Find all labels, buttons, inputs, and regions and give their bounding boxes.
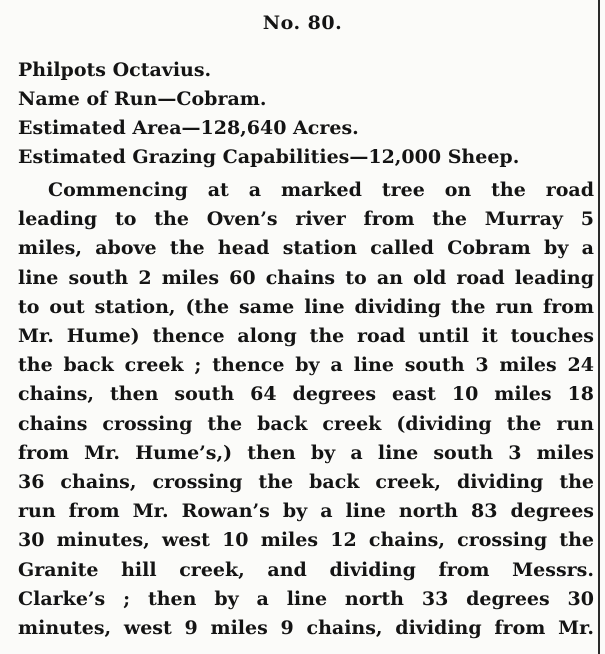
run-name: Name of Run—Cobram. xyxy=(18,88,267,110)
description-line: 30 minutes, west 10 miles 12 chains, crossing the xyxy=(18,529,594,552)
description-line: 36 chains, crossing the back creek, dividing the xyxy=(18,471,594,494)
notice-details xyxy=(18,56,598,172)
description-line: Mr. Hume) thence along the road until it touches xyxy=(18,325,594,348)
description-line: run from Mr. Rowan’s by a line north 83 degrees xyxy=(18,500,594,523)
description-line: from Mr. Hume’s,) then by a line south 3 miles xyxy=(18,441,594,464)
grazing-capabilities: Estimated Grazing Capabilities—12,000 Sheep. xyxy=(18,146,520,168)
description-line: miles, above the head station called Cobram by a xyxy=(18,237,594,260)
description-line: chains crossing the back creek (dividing the run xyxy=(18,412,594,435)
description-line: chains, then south 64 degrees east 10 miles 18 xyxy=(18,383,594,406)
description-line: to out station, (the same line dividing the run from xyxy=(18,295,594,318)
description-line: minutes, west 9 miles 9 chains, dividing from Mr. xyxy=(18,617,594,640)
column-rule xyxy=(598,0,600,654)
notice-number: No. 80. xyxy=(262,12,343,34)
description-line: the back creek ; thence by a line south 3 miles 24 xyxy=(18,354,594,377)
description-line: leading to the Oven’s river from the Murray 5 xyxy=(18,208,594,231)
holder-name: Philpots Octavius. xyxy=(18,59,212,81)
description-line: line south 2 miles 60 chains to an old road leading xyxy=(18,266,594,289)
boundary-description xyxy=(18,176,594,643)
estimated-area: Estimated Area—128,640 Acres. xyxy=(18,117,359,139)
description-line: Granite hill creek, and dividing from Messrs. xyxy=(18,558,594,581)
description-line: Clarke’s ; then by a line north 33 degrees 30 xyxy=(18,587,594,610)
description-line: Commencing at a marked tree on the road xyxy=(48,179,594,201)
